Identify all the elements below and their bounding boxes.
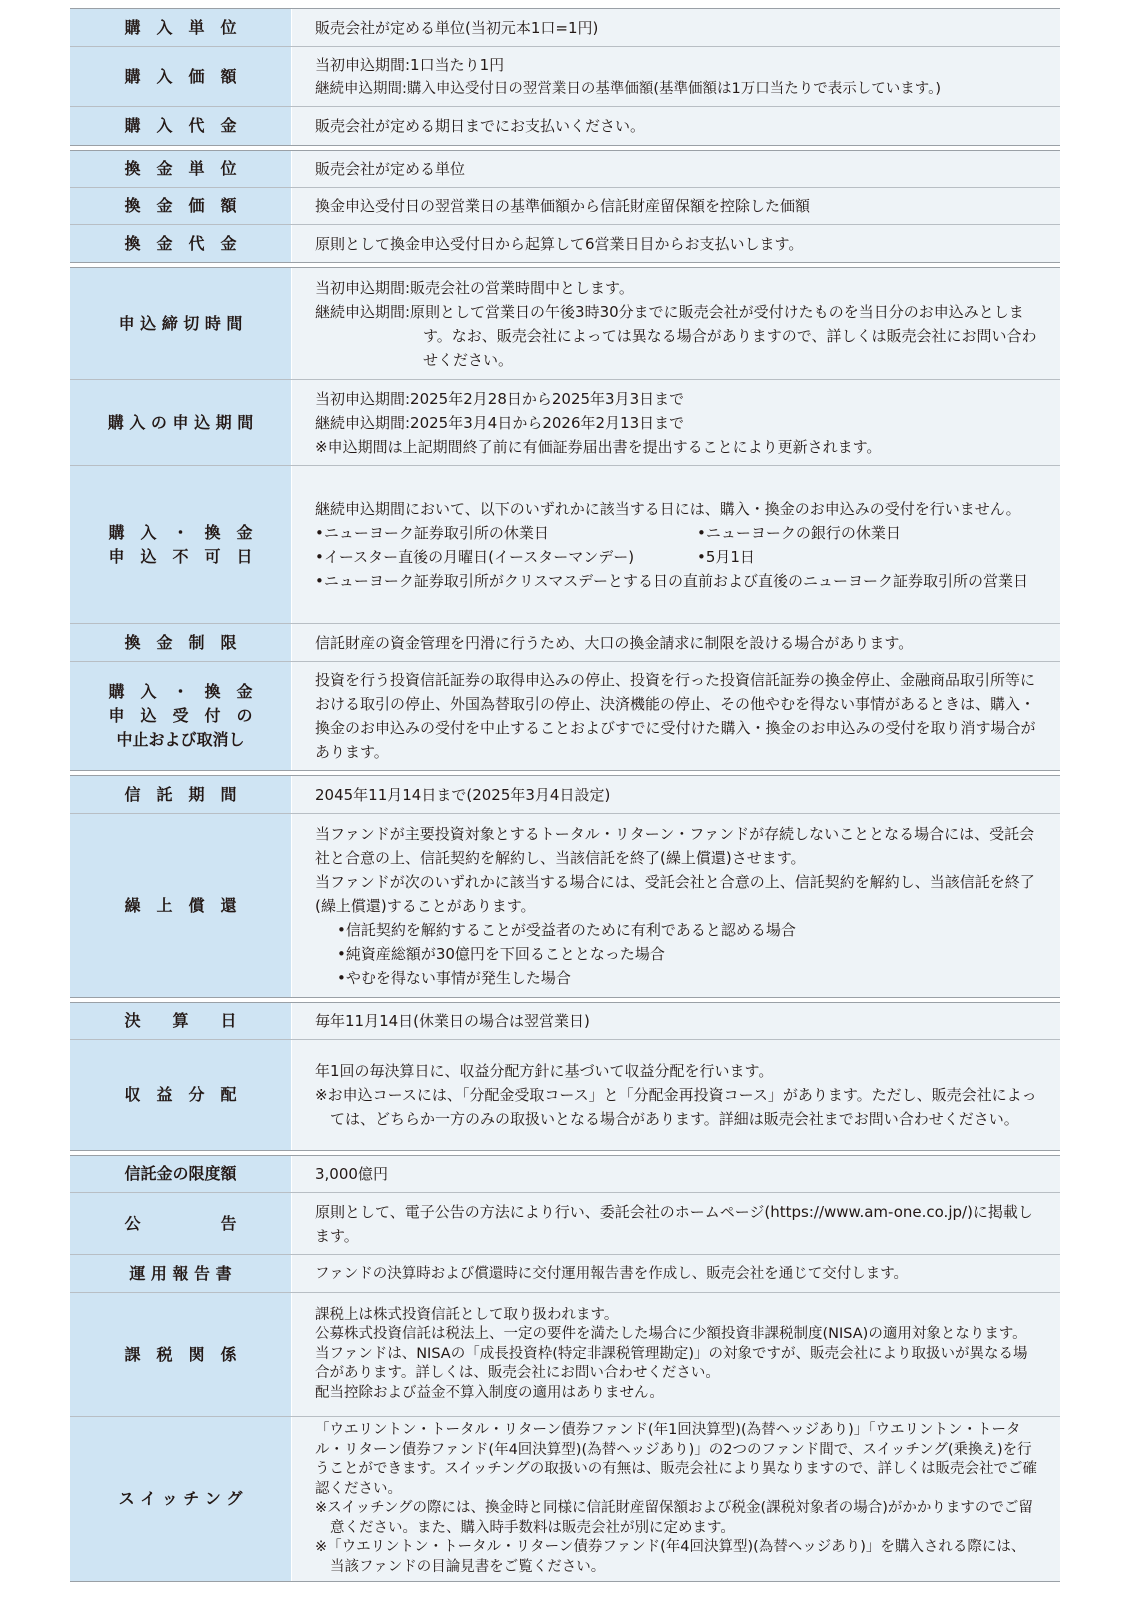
purchase-payment-row — [70, 107, 1060, 145]
row-value: 年1回の毎決算日に、収益分配方針に基づいて収益分配を行います。 ※お申込コースには、「分配金受取コース」と「分配金再投資コース」があります。ただし、販売会社によっては、どちらか一方のみの取扱いとなる場合があります。詳細は販売会社までお問い合わせください。 — [292, 1040, 1060, 1150]
unavailable-days-row — [70, 466, 1060, 624]
application-period-row — [70, 380, 1060, 466]
taxation-row — [70, 1293, 1060, 1417]
row-label: 申 込 締 切 時 間 — [70, 268, 292, 379]
redemption-group — [70, 150, 1060, 263]
application-group — [70, 267, 1060, 771]
row-label: 購 入 ・ 換 金 申 込 不 可 日 — [70, 466, 292, 623]
row-label: 収 益 分 配 — [70, 1040, 292, 1150]
row-value: 当初申込期間:2025年2月28日から2025年3月3日まで 継続申込期間:2025年3月4日から2026年2月13日まで ※申込期間は上記期間終了前に有価証券届出書を提出することにより更新されます。 — [292, 380, 1060, 465]
row-value: 信託財産の資金管理を円滑に行うため、大口の換金請求に制限を設ける場合があります。 — [292, 624, 1060, 661]
closing-date-row — [70, 1003, 1060, 1040]
row-value: 販売会社が定める単位(当初元本1口=1円) — [292, 9, 1060, 46]
row-label: 購 入 ・ 換 金 申 込 受 付 の 中止および取消し — [70, 662, 292, 770]
distribution-row — [70, 1040, 1060, 1150]
row-label: 信託金の限度額 — [70, 1156, 292, 1192]
row-value: 投資を行う投資信託証券の取得申込みの停止、投資を行った投資信託証券の換金停止、金融商品取引所等における取引の停止、外国為替取引の停止、決済機能の停止、その他やむを得ない事情があるときは、購入・換金のお申込みの受付を中止することおよびすでに受付けた購入・換金のお申込みの受付を取り消す場合があります。 — [292, 662, 1060, 770]
row-label: 決 算 日 — [70, 1003, 292, 1039]
row-value: ファンドの決算時および償還時に交付運用報告書を作成し、販売会社を通じて交付します。 — [292, 1255, 1060, 1292]
application-deadline-row — [70, 268, 1060, 380]
row-value: 当初申込期間:販売会社の営業時間中とします。 継続申込期間:原則として営業日の午後3時30分までに販売会社が受付けたものを当日分のお申込みとします。なお、販売会社によっては異なる場合がありますので、詳しくは販売会社にお問い合わせください。 — [292, 268, 1060, 379]
row-value: 当初申込期間:1口当たり1円 継続申込期間:購入申込受付日の翌営業日の基準価額(基準価額は1万口当たりで表示しています。) — [292, 47, 1060, 106]
fund-terms-table — [70, 8, 1060, 1582]
holiday-pair: •ニューヨーク証券取引所の休業日 •ニューヨークの銀行の休業日 — [315, 523, 901, 542]
row-value: 販売会社が定める期日までにお支払いください。 — [292, 107, 1060, 145]
holiday-pair: •イースター直後の月曜日(イースターマンデー) •5月1日 — [315, 547, 755, 566]
suspension-row — [70, 662, 1060, 770]
row-value: 3,000億円 — [292, 1156, 1060, 1192]
row-label: 購 入 単 位 — [70, 9, 292, 46]
row-value: 2045年11月14日まで(2025年3月4日設定) — [292, 776, 1060, 813]
early-redemption-row — [70, 814, 1060, 997]
row-label: 購 入 の 申 込 期 間 — [70, 380, 292, 465]
row-value: 「ウエリントン・トータル・リターン債券ファンド(年1回決算型)(為替ヘッジあり)」「ウエリントン・トータル・リターン債券ファンド(年4回決算型)(為替ヘッジあり)」の2つのファンド間で、スイッチング(乗換え)を行うことができます。スイッチングの取扱いの有無は、販売会社により異なりますので、詳しくは販売会社でご確認ください。 ※スイッチングの際には、換金時と同様に信託財産留保額および税金(課税対象者の場合)がかかりますのでご留意ください。また、購入時手数料は販売会社が別に定めます。 ※「ウエリントン・トータル・リターン債券ファンド(年4回決算型)(為替ヘッジあり)」を購入される際には、当該ファンドの目論見書をご覧ください。 — [292, 1417, 1060, 1581]
row-value: 当ファンドが主要投資対象とするトータル・リターン・ファンドが存続しないこととなる場合には、受託会社と合意の上、信託契約を解約し、当該信託を終了(繰上償還)させます。 当ファンドが次のいずれかに該当する場合には、受託会社と合意の上、信託契約を解約し、当該信託を終了(繰上償還)することがあります。 •信託契約を解約することが受益者のために有利であると認める場合 •純資産総額が30億円を下回ることとなった場合 •やむを得ない事情が発生した場合 — [292, 814, 1060, 997]
row-label: 信 託 期 間 — [70, 776, 292, 813]
trust-period-row — [70, 776, 1060, 814]
row-label: 公 告 — [70, 1193, 292, 1254]
management-report-row — [70, 1255, 1060, 1293]
trust-limit-row — [70, 1156, 1060, 1193]
row-value: 換金申込受付日の翌営業日の基準価額から信託財産留保額を控除した価額 — [292, 188, 1060, 224]
public-notice-row — [70, 1193, 1060, 1255]
row-value: 販売会社が定める単位 — [292, 151, 1060, 187]
term-group — [70, 775, 1060, 998]
row-label: 換 金 単 位 — [70, 151, 292, 187]
redemption-price-row — [70, 188, 1060, 225]
redemption-payment-row — [70, 225, 1060, 262]
redemption-limit-row — [70, 624, 1060, 662]
purchase-price-row — [70, 47, 1060, 107]
row-value: 課税上は株式投資信託として取り扱われます。 公募株式投資信託は税法上、一定の要件を満たした場合に少額投資非課税制度(NISA)の適用対象となります。 当ファンドは、NISAの「成長投資枠(特定非課税管理勘定)」の対象ですが、販売会社により取扱いが異なる場合があります。詳しくは、販売会社にお問い合わせください。 配当控除および益金不算入制度の適用はありません。 — [292, 1293, 1060, 1416]
row-label: ス イ ッ チ ン グ — [70, 1417, 292, 1581]
other-group — [70, 1155, 1060, 1582]
row-value: 毎年11月14日(休業日の場合は翌営業日) — [292, 1003, 1060, 1039]
row-label: 購 入 代 金 — [70, 107, 292, 145]
purchase-unit-row — [70, 9, 1060, 47]
row-label: 購 入 価 額 — [70, 47, 292, 106]
row-label: 換 金 制 限 — [70, 624, 292, 661]
settlement-group — [70, 1002, 1060, 1151]
row-label: 換 金 代 金 — [70, 225, 292, 262]
switching-row — [70, 1417, 1060, 1581]
row-label: 運 用 報 告 書 — [70, 1255, 292, 1292]
redemption-unit-row — [70, 151, 1060, 188]
purchase-group — [70, 8, 1060, 146]
row-value: 継続申込期間において、以下のいずれかに該当する日には、購入・換金のお申込みの受付を行いません。 •ニューヨーク証券取引所の休業日 •ニューヨークの銀行の休業日 •イースター直後の月曜日(イースターマンデー) •5月1日 •ニューヨーク証券取引所がクリスマスデーとする日の直前および直後のニューヨーク証券取引所の営業日 — [292, 466, 1060, 623]
row-label: 換 金 価 額 — [70, 188, 292, 224]
row-label: 繰 上 償 還 — [70, 814, 292, 997]
row-value: 原則として換金申込受付日から起算して6営業日目からお支払いします。 — [292, 225, 1060, 262]
row-label: 課 税 関 係 — [70, 1293, 292, 1416]
row-value: 原則として、電子公告の方法により行い、委託会社のホームページ(https://www.am-one.co.jp/)に掲載します。 — [292, 1193, 1060, 1254]
